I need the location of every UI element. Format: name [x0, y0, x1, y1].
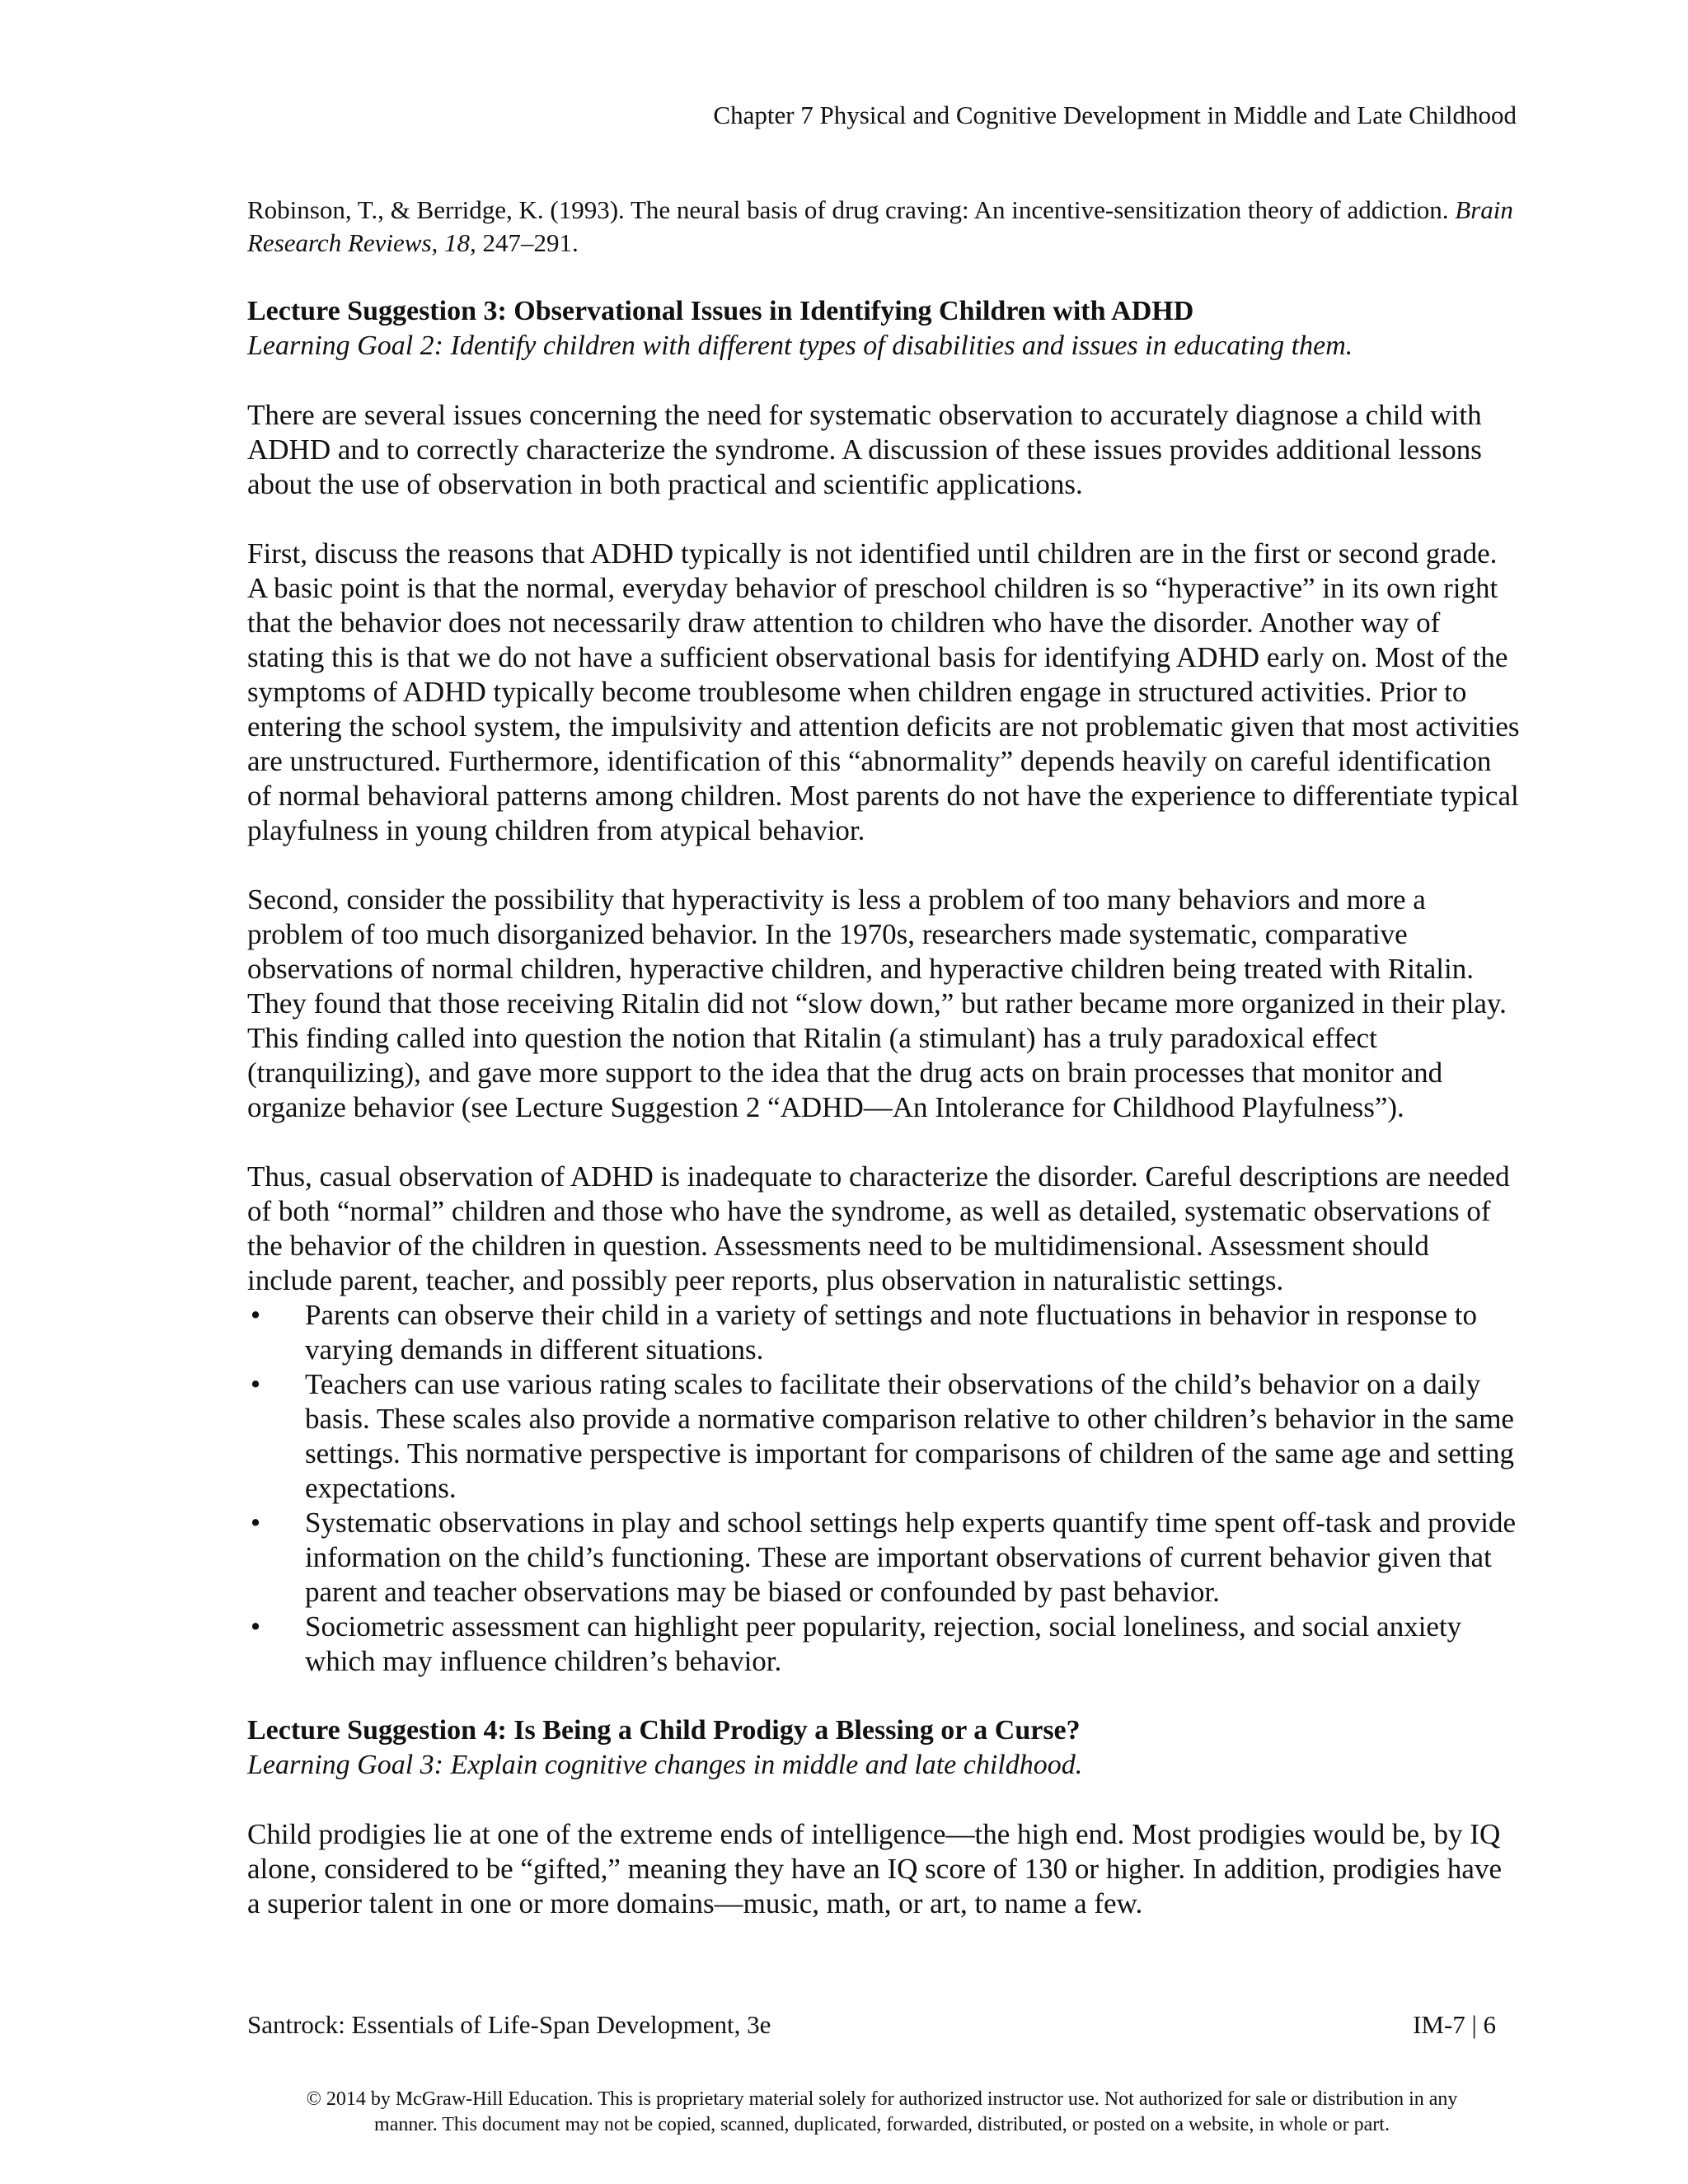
- section-4-heading: Lecture Suggestion 4: Is Being a Child Prodigy a Blessing or a Curse?: [247, 1715, 1081, 1746]
- paragraph: First, discuss the reasons that ADHD typically is not identified until children are in the first or second grade. A basic point is that the normal, everyday behavior of preschool children is so “hyperactive” in its own right that the behavior does not necessarily draw attention to children who have the disorder. Another way of stating this is that we do not have a sufficient observational basis for identifying ADHD early on. Most of the symptoms of ADHD typically become troublesome when children engage in structured activities. Prior to entering the school system, the impulsivity and attention deficits are not problematic given that most activities are unstructured. Furthermore, identification of this “abnormality” depends heavily on careful identification of normal behavioral patterns among children. Most parents do not have the experience to differentiate typical playfulness in young children from atypical behavior.: [247, 537, 1520, 846]
- bullet-icon: •: [250, 1507, 261, 1539]
- reference-authors-title: Robinson, T., & Berridge, K. (1993). The neural basis of drug craving: An incentive-sensitization theory of addiction.: [247, 195, 1449, 224]
- footer-page-number: IM-7 | 6: [1413, 2010, 1496, 2039]
- copyright-notice: [239, 2087, 1525, 2138]
- list-item-text: Systematic observations in play and school settings help experts quantify time spent off-task and provide information on the child’s functioning. These are important observations of current behavior given that parent and teacher observations may be biased or confounded by past behavior.: [305, 1507, 1517, 1608]
- copyright-line: manner. This document may not be copied, scanned, duplicated, forwarded, distributed, or posted on a website, in whole or part.: [374, 2114, 1390, 2135]
- bullet-icon: •: [250, 1368, 261, 1400]
- page-content: [247, 194, 1521, 1921]
- running-head: Chapter 7 Physical and Cognitive Development in Middle and Late Childhood: [713, 101, 1517, 129]
- list-item-text: Parents can observe their child in a variety of settings and note fluctuations in behavior in response to varying demands in different situations.: [305, 1299, 1477, 1366]
- list-item: [247, 1367, 1521, 1506]
- list-item-text: Sociometric assessment can highlight peer popularity, rejection, social loneliness, and social anxiety which may influence children’s behavior.: [305, 1610, 1462, 1677]
- paragraph: Child prodigies lie at one of the extreme ends of intelligence—the high end. Most prodigies would be, by IQ alone, considered to be “gifted,” meaning they have an IQ score of 130 or higher. In addition, prodigies have a superior talent in one or more domains—music, math, or art, to name a few.: [247, 1818, 1503, 1919]
- bullet-icon: •: [250, 1610, 261, 1643]
- bullet-icon: •: [250, 1299, 261, 1331]
- reference-journal: Brain Research Reviews, 18,: [247, 195, 1513, 257]
- section-3-learning-goal: Learning Goal 2: Identify children with different types of disabilities and issues in educating them.: [247, 330, 1353, 361]
- paragraph: Second, consider the possibility that hyperactivity is less a problem of too many behaviors and more a problem of too much disorganized behavior. In the 1970s, researchers made systematic, comparative observations of normal children, hyperactive children, and hyperactive children being treated with Ritalin. They found that those receiving Ritalin did not “slow down,” but rather became more organized in their play. This finding called into question the notion that Ritalin (a stimulant) has a truly paradoxical effect (tranquilizing), and gave more support to the idea that the drug acts on brain processes that monitor and organize behavior (see Lecture Suggestion 2 “ADHD—An Intolerance for Childhood Playfulness”).: [247, 883, 1507, 1123]
- list-item-text: Teachers can use various rating scales to facilitate their observations of the child’s behavior on a daily basis. These scales also provide a normative comparison relative to other children’s behavior in the same settings. This normative perspective is important for comparisons of children of the same age and setting expectations.: [305, 1368, 1515, 1504]
- assessment-bullet-list: [247, 1298, 1521, 1679]
- reference-pages: 247–291.: [482, 228, 579, 257]
- list-item: [247, 1610, 1521, 1679]
- section-4-learning-goal: Learning Goal 3: Explain cognitive changes in middle and late childhood.: [247, 1750, 1083, 1780]
- section-3-heading: Lecture Suggestion 3: Observational Issues in Identifying Children with ADHD: [247, 296, 1194, 326]
- copyright-line: © 2014 by McGraw-Hill Education. This is proprietary material solely for authorized instructor use. Not authorized for sale or distribution in any: [306, 2088, 1458, 2110]
- list-item: [247, 1298, 1521, 1367]
- list-item: [247, 1506, 1521, 1610]
- reference-citation: [247, 194, 1521, 260]
- paragraph: Thus, casual observation of ADHD is inadequate to characterize the disorder. Careful descriptions are needed of both “normal” children and those who have the syndrome, as well as detailed, systematic observations of the behavior of the children in question. Assessments need to be multidimensional. Assessment should include parent, teacher, and possibly peer reports, plus observation in naturalistic settings.: [247, 1160, 1510, 1296]
- footer-book-title: Santrock: Essentials of Life-Span Development, 3e: [247, 2010, 771, 2039]
- paragraph: There are several issues concerning the need for systematic observation to accurately diagnose a child with ADHD and to correctly characterize the syndrome. A discussion of these issues provides additional lessons about the use of observation in both practical and scientific applications.: [247, 399, 1482, 500]
